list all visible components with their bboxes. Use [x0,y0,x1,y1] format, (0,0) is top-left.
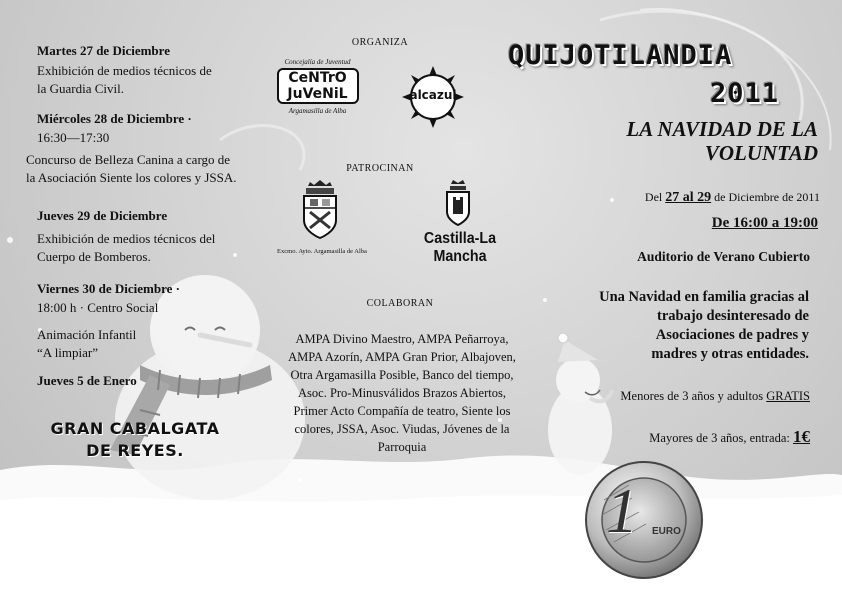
event-2-line-2: la Asociación Siente los colores y JSSA. [26,170,237,185]
free-entry [560,389,810,404]
cabalgata-line-1: GRAN CABALGATA [50,419,220,438]
description-line: madres y otras entidades. [651,346,809,362]
event-2-time: 16:30—17:30 [37,130,110,145]
dates-range: 27 al 29 [665,190,712,205]
centro-juvenil-logo [275,58,360,136]
logo-line-2: JuVeNiL [287,86,348,102]
event-3-line-1: Exhibición de medios técnicos del [37,231,216,246]
cabalgata-line-2: DE REYES. [86,441,184,460]
logo-top-text: Concejalía de Juventud [284,58,351,66]
description-line: trabajo desinteresado de [657,308,809,324]
dates-suffix: de Diciembre de 2011 [711,190,820,204]
castle-crest-icon [445,180,471,226]
patrocinan-label: PATROCINAN [346,163,414,174]
event-3-heading: Jueves 29 de Diciembre [37,208,168,223]
alcazul-text: alcazul [409,88,457,102]
event-4-heading: Viernes 30 de Diciembre · [37,281,180,296]
description-line: Una Navidad en familia gracias al [599,289,809,305]
colaboran-list [262,330,542,456]
colaboran-line: AMPA Divino Maestro, AMPA Peñarroya, [295,332,509,346]
coin-value: 1 [606,475,638,546]
description-line: Asociaciones de padres y [655,327,809,343]
clm-text: Castilla-La Mancha [423,230,497,265]
event-1-line-2: la Guardia Civil. [37,81,125,96]
free-entry-text: Menores de 3 años y adultos [620,389,767,403]
price-text: Mayores de 3 años, entrada: [649,431,793,445]
cabalgata-title [30,418,240,462]
colaboran-line: colores, JSSA, Asoc. Viudas, Jóvenes de la [294,422,510,436]
event-dates [560,190,820,206]
event-venue: Auditorio de Verano Cubierto [637,249,810,264]
colaboran-line: Otra Argamasilla Posible, Banco del tiempo, [290,368,514,382]
euro-coin [584,460,704,580]
logo-bottom-text: Argamasilla de Alba [288,107,347,115]
event-3-line-2: Cuerpo de Bomberos. [37,249,151,264]
euro-coin-icon [584,460,704,580]
shield-icon [300,180,340,240]
colaboran-line: Parroquia [377,440,427,454]
colaboran-line: AMPA Azorín, AMPA Gran Prior, Albajoven, [288,350,516,364]
ayuntamiento-text: Excmo. Ayto. Argamasilla de Alba [277,248,367,255]
alcazul-logo [402,66,464,128]
event-hours: De 16:00 a 19:00 [711,215,818,231]
colaboran-label: COLABORAN [366,298,434,309]
subtitle [540,117,818,165]
subtitle-line-1: LA NAVIDAD DE LA [626,117,818,141]
subtitle-line-2: VOLUNTAD [704,141,818,165]
price-value: 1€ [793,427,810,446]
event-4-time: 18:00 h · Centro Social [37,300,159,315]
coin-unit: EURO [652,526,681,537]
event-5-heading: Jueves 5 de Enero [37,373,137,388]
organiza-label: ORGANIZA [351,37,409,48]
ayuntamiento-crest [300,180,340,242]
event-1-line-1: Exhibición de medios técnicos de [37,63,212,78]
event-4-line-1: Animación Infantil [37,327,137,342]
event-1-heading: Martes 27 de Diciembre [37,43,170,58]
colaboran-line: Asoc. Pro-Minusválidos Brazos Abiertos, [298,386,506,400]
logo-line-1: CeNTrO [288,70,347,86]
event-2-line-1: Concurso de Belleza Canina a cargo de [26,152,231,167]
free-label: GRATIS [766,389,810,403]
event-4-line-2: “A limpiar” [37,345,99,360]
description [560,288,809,364]
title-quijotilandia: QUIJOTILANDIA [508,40,733,71]
castilla-la-mancha-logo [390,180,530,265]
event-2-heading: Miércoles 28 de Diciembre · [37,111,192,126]
price-entry [560,427,810,447]
colaboran-line: Primer Acto Compañía de teatro, Siente los [293,404,511,418]
dates-prefix: Del [644,190,666,204]
title-year: 2011 [710,78,780,109]
